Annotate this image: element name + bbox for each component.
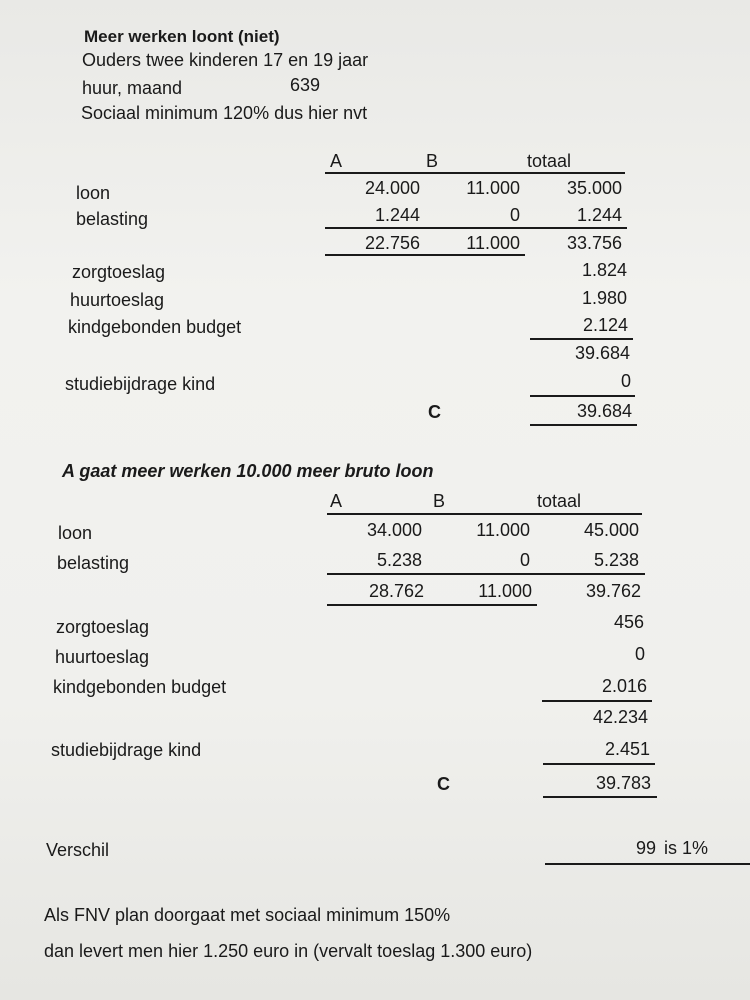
t2-netto-total: 39.762 — [585, 581, 641, 601]
t1-belasting-a: 1.244 — [374, 205, 420, 225]
t1-studie-label: studiebijdrage kind — [65, 374, 216, 394]
document-title: Meer werken loont (niet) — [84, 27, 280, 46]
t2-zorgtoeslag-label: zorgtoeslag — [56, 617, 150, 637]
t2-header-total: totaal — [537, 491, 582, 511]
t1-c-rule — [530, 424, 637, 426]
t1-zorgtoeslag-label: zorgtoeslag — [72, 262, 166, 282]
t1-netto-rule — [325, 254, 525, 256]
t2-netto-b: 11.000 — [478, 581, 532, 601]
t1-kgb-total: 2.124 — [582, 315, 628, 335]
t1-header-rule — [325, 172, 625, 174]
t2-belasting-a: 5.238 — [376, 550, 422, 570]
t2-header-rule — [327, 513, 642, 515]
t1-netto-total: 33.756 — [566, 233, 622, 253]
rent-label: huur, maand — [82, 78, 183, 98]
t1-loon-b: 11.000 — [466, 178, 520, 198]
t2-huurtoeslag-total: 0 — [634, 644, 645, 664]
verschil-value: 99 — [635, 838, 656, 858]
t1-kgb-rule — [530, 338, 633, 340]
t1-belasting-label: belasting — [76, 209, 149, 229]
t1-netto-a: 22.756 — [364, 233, 420, 253]
t2-c-rule — [543, 796, 657, 798]
t1-header-total: totaal — [527, 151, 572, 171]
t1-belasting-total: 1.244 — [576, 205, 622, 225]
t2-loon-label: loon — [58, 523, 93, 543]
t2-loon-a: 34.000 — [366, 520, 422, 540]
t2-netto-rule — [327, 604, 537, 606]
t1-huurtoeslag-total: 1.980 — [581, 288, 627, 308]
t1-header-b: B — [426, 151, 439, 171]
rent-value: 639 — [290, 75, 321, 95]
t1-c-label: C — [428, 402, 441, 422]
t2-kgb-rule — [542, 700, 652, 702]
t1-studie-rule — [530, 395, 635, 397]
t1-kgb-label: kindgebonden budget — [68, 317, 242, 337]
intro-line-minimum: Sociaal minimum 120% dus hier nvt — [81, 103, 368, 123]
verschil-label: Verschil — [46, 840, 110, 860]
t1-loon-total: 35.000 — [566, 178, 622, 198]
t1-zorgtoeslag-total: 1.824 — [581, 260, 627, 280]
t2-c-total: 39.783 — [595, 773, 651, 793]
t1-huurtoeslag-label: huurtoeslag — [70, 290, 165, 310]
t2-studie-total: 2.451 — [604, 739, 650, 759]
section2-title: A gaat meer werken 10.000 meer bruto loon — [62, 461, 434, 481]
t1-header-a: A — [330, 151, 343, 171]
t2-belasting-label: belasting — [57, 553, 130, 573]
t1-loon-a: 24.000 — [364, 178, 420, 198]
footer-line-1: Als FNV plan doorgaat met sociaal minimum 150% — [44, 905, 451, 925]
t2-belasting-rule — [327, 573, 645, 575]
t1-belasting-rule — [325, 227, 627, 229]
t1-c-total: 39.684 — [576, 401, 632, 421]
t2-header-a: A — [330, 491, 343, 511]
t1-netto-b: 11.000 — [466, 233, 520, 253]
t2-belasting-total: 5.238 — [593, 550, 639, 570]
t2-loon-b: 11.000 — [476, 520, 530, 540]
t2-kgb-total: 2.016 — [601, 676, 647, 696]
t2-loon-total: 45.000 — [583, 520, 639, 540]
t1-studie-total: 0 — [620, 371, 631, 391]
t2-huurtoeslag-label: huurtoeslag — [55, 647, 150, 667]
t2-subtotal: 42.234 — [592, 707, 648, 727]
t2-netto-a: 28.762 — [368, 581, 424, 601]
t1-subtotal: 39.684 — [574, 343, 630, 363]
t2-kgb-label: kindgebonden budget — [53, 677, 227, 697]
verschil-note: is 1% — [664, 838, 709, 858]
t1-loon-label: loon — [76, 183, 111, 203]
t2-studie-rule — [543, 763, 655, 765]
t2-studie-label: studiebijdrage kind — [51, 740, 202, 760]
t1-belasting-b: 0 — [509, 205, 520, 225]
intro-line-parents: Ouders twee kinderen 17 en 19 jaar — [82, 50, 369, 70]
t2-header-b: B — [433, 491, 446, 511]
verschil-rule — [545, 863, 750, 865]
t2-zorgtoeslag-total: 456 — [613, 612, 644, 632]
t2-belasting-b: 0 — [519, 550, 530, 570]
t2-c-label: C — [437, 774, 450, 794]
footer-line-2: dan levert men hier 1.250 euro in (vervalt toeslag 1.300 euro) — [44, 941, 533, 961]
